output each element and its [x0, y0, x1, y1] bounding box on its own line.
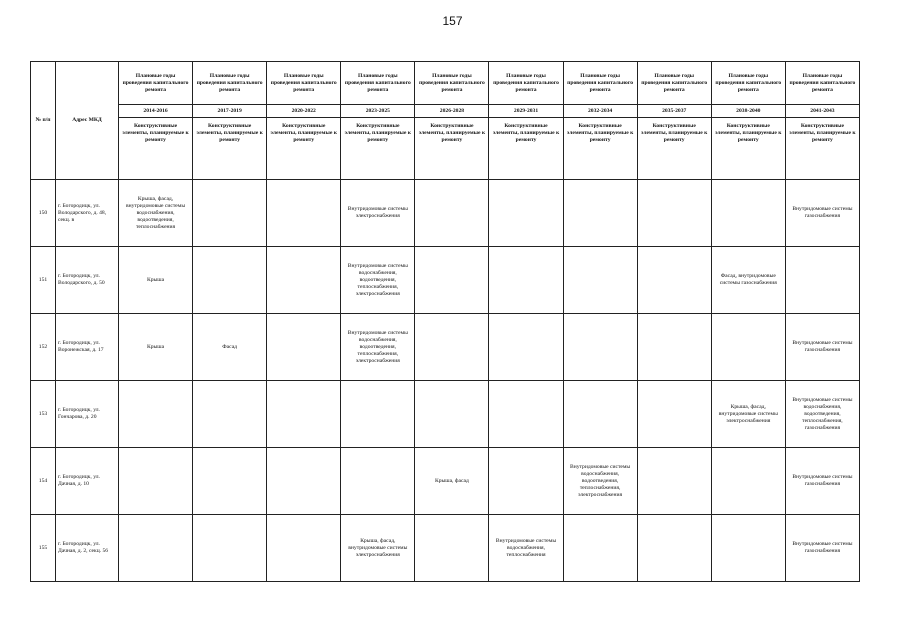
repair-cell	[415, 515, 489, 582]
repair-cell	[415, 180, 489, 247]
repair-cell: Внутридомовые системы водоснабжения, водоотведения, теплоснабжения, электроснабжения	[341, 247, 415, 314]
repair-cell: Внутридомовые системы водоснабжения, водоотведения, теплоснабжения, электроснабжения	[341, 314, 415, 381]
row-number: 151	[31, 247, 56, 314]
period-label-header: Плановые годы проведения капитального ремонта	[711, 62, 785, 105]
repair-cell: Фасад, внутридомовые системы газоснабжения	[711, 247, 785, 314]
period-years-header: 2014-2016	[119, 105, 193, 118]
row-address: г. Богородицк, ул. Воронежская, д. 17	[56, 314, 119, 381]
repair-cell	[563, 314, 637, 381]
repair-cell	[637, 515, 711, 582]
table-row	[31, 381, 860, 448]
repair-cell	[341, 448, 415, 515]
period-label-header: Плановые годы проведения капитального ремонта	[341, 62, 415, 105]
row-address: г. Богородицк, ул. Дачная, д. 10	[56, 448, 119, 515]
period-label-header: Плановые годы проведения капитального ремонта	[119, 62, 193, 105]
row-number: 154	[31, 448, 56, 515]
element-label-header: Конструктивные элементы, планируемые к ремонту	[415, 118, 489, 180]
address-header: Адрес МКД	[56, 62, 119, 180]
row-number: 152	[31, 314, 56, 381]
period-label-header: Плановые годы проведения капитального ремонта	[415, 62, 489, 105]
element-label-header: Конструктивные элементы, планируемые к ремонту	[785, 118, 859, 180]
repair-cell: Внутридомовые системы газоснабжения	[785, 515, 859, 582]
table-header	[31, 62, 860, 180]
repair-cell	[415, 247, 489, 314]
repair-cell	[193, 448, 267, 515]
row-number: 153	[31, 381, 56, 448]
table-row	[31, 515, 860, 582]
period-years-header: 2032-2034	[563, 105, 637, 118]
repair-cell	[563, 381, 637, 448]
repair-cell: Внутридомовые системы водоснабжения, теплоснабжения	[489, 515, 563, 582]
repair-cell	[489, 448, 563, 515]
repair-cell	[415, 381, 489, 448]
repair-cell: Крыша, фасад	[415, 448, 489, 515]
repair-cell	[711, 515, 785, 582]
repair-cell	[119, 515, 193, 582]
element-label-header: Конструктивные элементы, планируемые к ремонту	[267, 118, 341, 180]
repair-cell	[711, 314, 785, 381]
repair-cell	[489, 314, 563, 381]
period-label-header: Плановые годы проведения капитального ремонта	[785, 62, 859, 105]
period-label-header: Плановые годы проведения капитального ремонта	[637, 62, 711, 105]
repair-cell: Внутридомовые системы газоснабжения	[785, 448, 859, 515]
row-address: г. Богородицк, ул. Володарского, д. 50	[56, 247, 119, 314]
element-label-header: Конструктивные элементы, планируемые к ремонту	[341, 118, 415, 180]
repair-cell	[193, 180, 267, 247]
table-row	[31, 314, 860, 381]
period-years-header: 2023-2025	[341, 105, 415, 118]
repair-cell	[267, 247, 341, 314]
element-label-header: Конструктивные элементы, планируемые к ремонту	[637, 118, 711, 180]
repair-cell	[711, 180, 785, 247]
repair-cell	[563, 247, 637, 314]
repair-cell	[193, 247, 267, 314]
repair-cell	[637, 381, 711, 448]
repair-cell	[267, 180, 341, 247]
element-label-header: Конструктивные элементы, планируемые к ремонту	[711, 118, 785, 180]
period-label-header: Плановые годы проведения капитального ремонта	[267, 62, 341, 105]
repair-cell	[193, 515, 267, 582]
table-row	[31, 448, 860, 515]
repair-cell: Внутридомовые системы электроснабжения	[341, 180, 415, 247]
repair-cell	[711, 448, 785, 515]
capital-repair-table	[30, 61, 860, 582]
repair-cell	[563, 180, 637, 247]
repair-cell: Крыша	[119, 314, 193, 381]
page-number: 157	[442, 14, 463, 28]
table-row	[31, 247, 860, 314]
element-label-header: Конструктивные элементы, планируемые к ремонту	[193, 118, 267, 180]
repair-cell	[637, 448, 711, 515]
period-years-header: 2029-2031	[489, 105, 563, 118]
repair-cell: Внутридомовые системы водоснабжения, водоотведения, теплоснабжения, газоснабжения	[785, 381, 859, 448]
repair-cell: Крыша, фасад, внутридомовые системы водоснабжения, водоотведения, теплоснабжения	[119, 180, 193, 247]
table-row	[31, 180, 860, 247]
period-label-header: Плановые годы проведения капитального ремонта	[563, 62, 637, 105]
period-label-header: Плановые годы проведения капитального ремонта	[193, 62, 267, 105]
repair-cell: Крыша, фасад, внутридомовые системы электроснабжения	[341, 515, 415, 582]
repair-cell	[637, 247, 711, 314]
period-years-header: 2017-2019	[193, 105, 267, 118]
repair-cell	[119, 448, 193, 515]
element-label-header: Конструктивные элементы, планируемые к ремонту	[563, 118, 637, 180]
repair-cell: Фасад	[193, 314, 267, 381]
period-label-header: Плановые годы проведения капитального ремонта	[489, 62, 563, 105]
repair-cell	[489, 381, 563, 448]
repair-cell	[489, 247, 563, 314]
repair-cell: Внутридомовые системы газоснабжения	[785, 180, 859, 247]
period-years-header: 2041-2043	[785, 105, 859, 118]
repair-cell: Внутридомовые системы газоснабжения	[785, 314, 859, 381]
repair-cell	[193, 381, 267, 448]
period-years-header: 2026-2028	[415, 105, 489, 118]
repair-cell	[267, 314, 341, 381]
repair-cell: Крыша, фасад, внутридомовые системы электроснабжения	[711, 381, 785, 448]
table-body	[31, 180, 860, 582]
row-address: г. Богородицк, ул. Дачная, д. 2, секц. 56	[56, 515, 119, 582]
period-years-header: 2035-2037	[637, 105, 711, 118]
repair-cell	[267, 381, 341, 448]
repair-cell	[785, 247, 859, 314]
repair-cell	[341, 381, 415, 448]
repair-cell	[489, 180, 563, 247]
num-header: № п/п	[31, 62, 56, 180]
repair-cell	[637, 180, 711, 247]
row-number: 155	[31, 515, 56, 582]
element-label-header: Конструктивные элементы, планируемые к ремонту	[119, 118, 193, 180]
repair-cell	[267, 515, 341, 582]
repair-cell: Внутридомовые системы водоснабжения, водоотведения, теплоснабжения, электроснабжения	[563, 448, 637, 515]
row-address: г. Богородицк, ул. Володарского, д. 48, секц. в	[56, 180, 119, 247]
element-label-header: Конструктивные элементы, планируемые к ремонту	[489, 118, 563, 180]
period-years-header: 2038-2040	[711, 105, 785, 118]
repair-cell	[563, 515, 637, 582]
repair-cell	[119, 381, 193, 448]
period-years-header: 2020-2022	[267, 105, 341, 118]
repair-cell: Крыша	[119, 247, 193, 314]
repair-cell	[267, 448, 341, 515]
row-address: г. Богородицк, ул. Гончарова, д. 20	[56, 381, 119, 448]
repair-cell	[415, 314, 489, 381]
repair-cell	[637, 314, 711, 381]
row-number: 150	[31, 180, 56, 247]
